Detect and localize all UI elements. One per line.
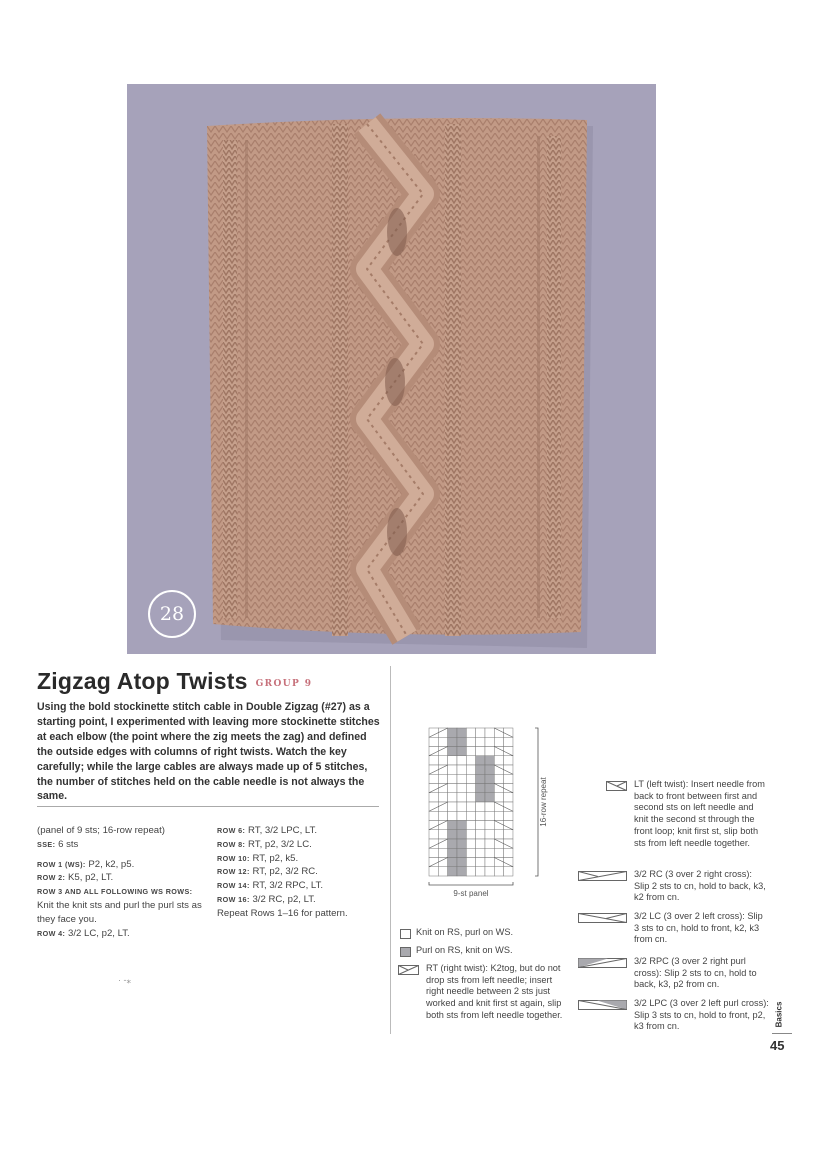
chart-cell [429, 774, 438, 783]
row-label: ROW 14: [217, 881, 250, 891]
key-right-purl-cross: 3/2 RPC (3 over 2 right purl cross): Slip 2 sts to cn, hold to back, k3, p2 from cn. [634, 956, 757, 990]
chart-cell [504, 839, 513, 848]
row-text: RT, p2, 3/2 RC. [252, 866, 318, 878]
chart-cell [429, 728, 438, 737]
row-line [217, 824, 387, 838]
group-label: GROUP 9 [255, 679, 313, 689]
chart-cell [466, 802, 475, 811]
chart-cell [429, 756, 438, 765]
chart-cell [476, 811, 485, 820]
chart-cell [448, 830, 457, 839]
row-line [37, 927, 212, 941]
chart-cell [476, 830, 485, 839]
chart-cell [438, 830, 447, 839]
row-text: 3/2 LC, p2, LT. [68, 927, 130, 939]
stitch-chart-grid [410, 722, 550, 902]
repeat-note: Repeat Rows 1–16 for pattern. [217, 907, 348, 919]
chart-cell [494, 802, 503, 811]
chart-cell [504, 793, 513, 802]
chart-cell [494, 784, 503, 793]
chart-cell [438, 756, 447, 765]
panel-info: (panel of 9 sts; 16-row repeat) [37, 825, 165, 836]
chart-cell [457, 728, 466, 737]
chart-cell [457, 821, 466, 830]
chart-cell [448, 839, 457, 848]
chart-cell [476, 765, 485, 774]
pattern-number-badge: 28 [148, 590, 196, 638]
row-label: ROW 16: [217, 894, 250, 904]
chart-cell [429, 867, 438, 876]
chart-cell [485, 802, 494, 811]
chart-cell [466, 737, 475, 746]
chart-cell [494, 747, 503, 756]
chart-cell [438, 747, 447, 756]
chart-cell [429, 830, 438, 839]
key-purl: Purl on RS, knit on WS. [416, 945, 513, 955]
row-label: ROW 4: [37, 928, 66, 938]
chart-cell [438, 728, 447, 737]
chart-cell [476, 747, 485, 756]
chart-cell [457, 784, 466, 793]
chart-cell [457, 765, 466, 774]
chart-cell [457, 867, 466, 876]
chart-cell [476, 867, 485, 876]
chart-cell [485, 839, 494, 848]
chart-cell [504, 728, 513, 737]
right-purl-cross-symbol [578, 958, 628, 968]
stitch-chart [410, 722, 550, 902]
chart-cell [448, 784, 457, 793]
chart-cell [466, 756, 475, 765]
chart-cell [448, 756, 457, 765]
chart-cell [466, 848, 475, 857]
intro-paragraph: Using the bold stockinette stitch cable in Double Zigzag (#27) as a starting point, I experimented with leaving more stockinette stitches at each elbow (the point where the zig meets the zag) and defined the outside edges with columns of right twists. Watch the key carefully; while the large cables are always made up of 5 stitches, the number of stitches held on the cable needle is not always the same. [37, 701, 380, 803]
row-text: RT, 3/2 RPC, LT. [252, 880, 323, 892]
chart-cell [466, 811, 475, 820]
row-label: ROW 12: [217, 867, 250, 877]
chart-cell [457, 802, 466, 811]
panel-label: 9-st panel [453, 889, 489, 898]
chart-cell [429, 839, 438, 848]
chart-cell [504, 858, 513, 867]
chart-cell [457, 756, 466, 765]
chart-cell [448, 747, 457, 756]
row-label: ROW 10: [217, 853, 250, 863]
chart-cell [438, 839, 447, 848]
row-text: RT, p2, k5. [252, 852, 299, 864]
key-left-twist: LT (left twist): Insert needle from back to front between first and second sts on left needle and knit the second st through the front loop; knit first st, slip both sts from left needle together. [634, 779, 765, 848]
chart-cell [457, 774, 466, 783]
chart-cell [485, 858, 494, 867]
row-label: ROW 6: [217, 826, 246, 835]
chart-cell [494, 867, 503, 876]
key-right-twist: RT (right twist): K2tog, but do not drop sts from left needle; insert right needle between 2 sts just worked and knit first st again, slip both sts from left needle together. [426, 963, 563, 1020]
chart-cell [466, 839, 475, 848]
chart-cell [448, 728, 457, 737]
repeat-bracket [535, 728, 538, 876]
chart-cell [476, 848, 485, 857]
print-speck: · -⁎ [118, 975, 131, 985]
row-line [217, 865, 387, 879]
chart-cell [466, 793, 475, 802]
chart-cell [466, 830, 475, 839]
chart-cell [457, 830, 466, 839]
chart-cell [504, 737, 513, 746]
chart-cell [429, 821, 438, 830]
instructions-right [217, 824, 387, 921]
key-knit: Knit on RS, purl on WS. [416, 927, 514, 937]
chart-cell [448, 765, 457, 774]
chart-cell [466, 784, 475, 793]
left-purl-cross-symbol [578, 1000, 628, 1010]
chart-cell [476, 737, 485, 746]
chart-cell [438, 867, 447, 876]
chart-cell [466, 765, 475, 774]
row-text: 3/2 RC, p2, LT. [252, 893, 316, 905]
chart-cell [494, 737, 503, 746]
page-rule [772, 1033, 792, 1034]
sse-value: 6 sts [58, 838, 79, 850]
chart-cell [466, 867, 475, 876]
chart-cell [476, 728, 485, 737]
chart-cell [476, 821, 485, 830]
swatch-photo [127, 84, 656, 654]
chart-cell [485, 765, 494, 774]
sse-label: SSE: [37, 839, 56, 849]
left-cross-symbol [578, 913, 628, 923]
row-line [217, 852, 387, 866]
section-divider [37, 806, 379, 807]
chart-cell [438, 793, 447, 802]
section-tab [772, 1002, 790, 1030]
chart-cell [457, 793, 466, 802]
chart-cell [448, 867, 457, 876]
row-label: ROW 2: [37, 873, 66, 883]
chart-cell [494, 765, 503, 774]
chart-cell [448, 737, 457, 746]
chart-cell [448, 811, 457, 820]
chart-cell [429, 747, 438, 756]
chart-cell [438, 737, 447, 746]
instructions-left [37, 824, 212, 940]
chart-cell [476, 839, 485, 848]
chart-cell [476, 858, 485, 867]
chart-cell [438, 811, 447, 820]
chart-cell [429, 765, 438, 774]
key-left-cross: 3/2 LC (3 over 2 left cross): Slip 3 sts to cn, hold to front, k2, k3 from cn. [634, 911, 763, 945]
chart-cell [485, 737, 494, 746]
page-number: 45 [770, 1038, 785, 1053]
chart-cell [457, 747, 466, 756]
chart-cell [485, 747, 494, 756]
row-line [37, 885, 212, 926]
chart-cell [457, 839, 466, 848]
chart-cell [504, 811, 513, 820]
key-right-cross: 3/2 RC (3 over 2 right cross): Slip 2 sts to cn, hold to back, k3, k2 from cn. [634, 869, 766, 903]
chart-cell [438, 858, 447, 867]
chart-cell [457, 848, 466, 857]
chart-cell [504, 774, 513, 783]
chart-cell [438, 774, 447, 783]
chart-cell [457, 811, 466, 820]
chart-cell [485, 830, 494, 839]
chart-cell [476, 756, 485, 765]
chart-cell [504, 821, 513, 830]
chart-cell [494, 830, 503, 839]
row-text: RT, 3/2 LPC, LT. [248, 825, 317, 836]
chart-cell [485, 728, 494, 737]
chart-cell [438, 802, 447, 811]
row-label: ROW 8: [217, 839, 246, 849]
purl-symbol [400, 947, 412, 957]
knit-symbol [400, 929, 412, 939]
chart-cell [448, 821, 457, 830]
right-twist-symbol [398, 965, 420, 975]
chart-cell [494, 756, 503, 765]
chart-cell [448, 774, 457, 783]
chart-cell [494, 793, 503, 802]
chart-cell [448, 848, 457, 857]
chart-cell [429, 784, 438, 793]
key-left-purl-cross: 3/2 LPC (3 over 2 left purl cross): Slip 3 sts to cn, hold to front, p2, k3 from cn. [634, 998, 769, 1032]
pattern-heading [37, 668, 377, 700]
chart-cell [429, 811, 438, 820]
row-text: P2, k2, p5. [88, 858, 135, 870]
chart-cell [438, 765, 447, 774]
chart-cell [476, 784, 485, 793]
chart-cell [504, 784, 513, 793]
chart-cell [504, 848, 513, 857]
chart-cell [504, 802, 513, 811]
repeat-label: 16-row repeat [539, 777, 548, 827]
row-text: K5, p2, LT. [68, 872, 114, 884]
row-text: RT, p2, 3/2 LC. [248, 838, 312, 850]
chart-cell [485, 784, 494, 793]
chart-cell [485, 867, 494, 876]
row-label: ROW 3 AND ALL FOLLOWING WS ROWS: [37, 887, 193, 897]
chart-cell [448, 802, 457, 811]
chart-cell [485, 848, 494, 857]
chart-cell [494, 774, 503, 783]
chart-cell [438, 821, 447, 830]
chart-cell [438, 784, 447, 793]
chart-cell [457, 737, 466, 746]
chart-cell [448, 793, 457, 802]
section-label: Basics [774, 1001, 784, 1028]
chart-cell [504, 867, 513, 876]
chart-cell [438, 848, 447, 857]
chart-cell [466, 858, 475, 867]
chart-cell [494, 728, 503, 737]
chart-cell [494, 811, 503, 820]
chart-cell [466, 774, 475, 783]
chart-cell [466, 821, 475, 830]
chart-cell [494, 839, 503, 848]
chart-cell [494, 848, 503, 857]
chart-cell [466, 747, 475, 756]
right-cross-symbol [578, 871, 628, 881]
chart-cell [429, 793, 438, 802]
pattern-title: Zigzag Atop Twists [37, 668, 248, 694]
column-divider [390, 666, 391, 1034]
chart-cell [485, 756, 494, 765]
panel-bracket [429, 882, 513, 885]
chart-cell [504, 747, 513, 756]
row-line [37, 871, 212, 885]
chart-cell [485, 774, 494, 783]
chart-cell [494, 858, 503, 867]
chart-cell [429, 848, 438, 857]
chart-cell [476, 802, 485, 811]
chart-cell [457, 858, 466, 867]
chart-cell [485, 821, 494, 830]
row-line [217, 838, 387, 852]
chart-cell [466, 728, 475, 737]
chart-cell [476, 774, 485, 783]
chart-cell [429, 737, 438, 746]
left-twist-symbol [606, 781, 628, 791]
chart-cell [429, 802, 438, 811]
chart-cell [448, 858, 457, 867]
row-line [37, 858, 212, 872]
knitted-swatch-illustration [127, 84, 656, 654]
chart-cell [429, 858, 438, 867]
row-label: ROW 1 (WS): [37, 859, 86, 869]
chart-cell [504, 830, 513, 839]
chart-cell [494, 821, 503, 830]
row-text: Knit the knit sts and purl the purl sts as they face you. [37, 899, 202, 925]
chart-cell [504, 765, 513, 774]
sse-line [37, 838, 212, 852]
chart-cell [476, 793, 485, 802]
row-line [217, 893, 387, 907]
chart-cell [485, 811, 494, 820]
chart-cell [504, 756, 513, 765]
chart-cell [485, 793, 494, 802]
row-line [217, 879, 387, 893]
